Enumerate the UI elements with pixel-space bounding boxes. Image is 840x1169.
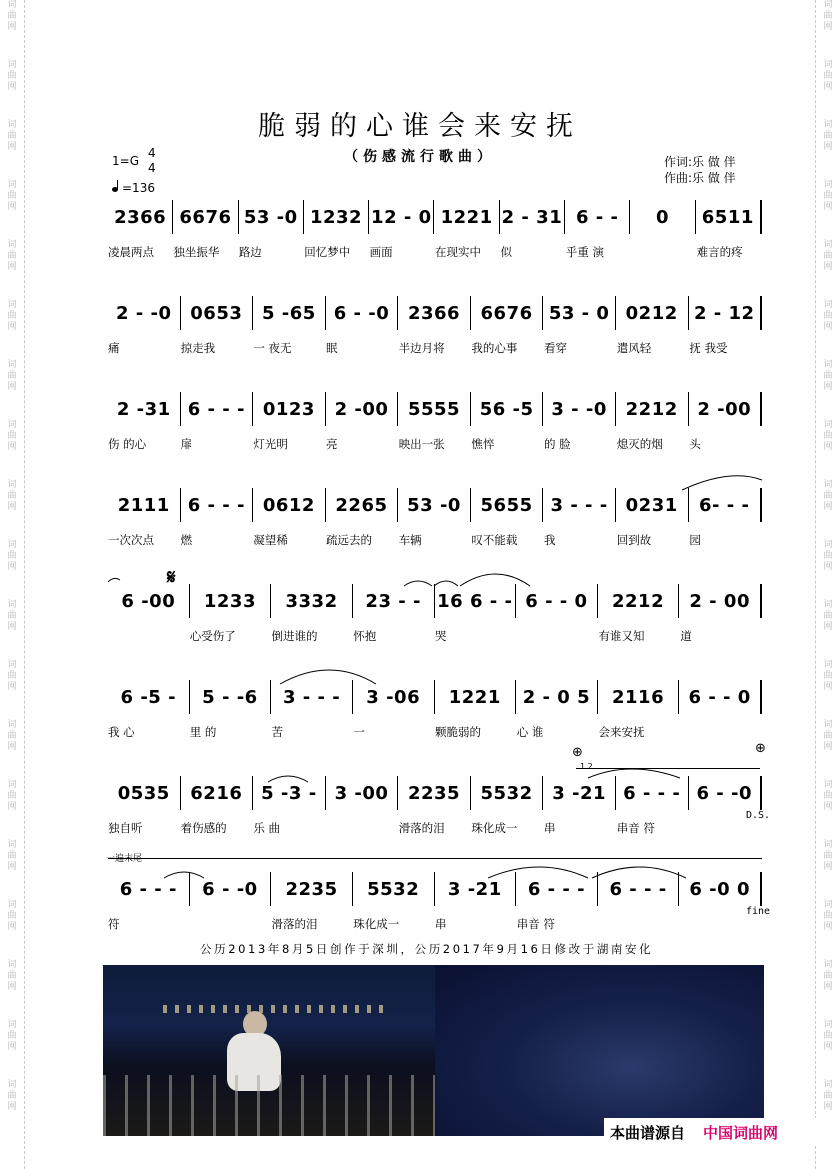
measure: 6 - -0 (333, 302, 390, 324)
lyric-text: 遣风轻 (616, 341, 652, 355)
tempo-value: =136 (122, 181, 155, 195)
measure: 6 -00 (121, 590, 176, 612)
watermark-text: 词 曲 网 (7, 780, 17, 812)
lyric-text (599, 916, 681, 932)
lyric-text: 回忆梦中 (304, 245, 351, 259)
lyric-line (108, 628, 762, 644)
volta-label: 1.2. (580, 762, 596, 771)
barline (760, 776, 762, 810)
time-signature-top: 4 (148, 146, 156, 160)
lyric-text: 亮 (326, 437, 338, 451)
right-margin-watermark (815, 0, 840, 1169)
measure: 1221 (448, 686, 501, 708)
measure: 3 - - - (282, 686, 341, 708)
watermark-text: 词 曲 网 (823, 1080, 833, 1112)
lyric-line (108, 340, 762, 356)
repeat-label: 一遍末尾 (106, 854, 143, 864)
measure: 3 -21 (447, 878, 502, 900)
measure: 5 - -6 (202, 686, 258, 708)
lyric-text: 独坐振华 (173, 245, 220, 259)
barline (760, 680, 762, 714)
measure: 2 - 12 (693, 302, 755, 324)
ds-marking: D.S. (746, 810, 771, 821)
music-system (108, 390, 762, 428)
lyric-text (190, 916, 272, 932)
measure: 2 - 31 (501, 206, 563, 228)
measure: 0212 (625, 302, 678, 324)
lyric-text (689, 820, 762, 836)
lyric-text: 抚 我受 (689, 341, 728, 355)
lyric-line (108, 724, 762, 740)
measure: 6 - - - (609, 878, 667, 900)
watermark-text: 词 曲 网 (7, 480, 17, 512)
lyric-text: 独自听 (108, 821, 143, 835)
lyric-line (108, 820, 762, 836)
measure: 6 - - - (623, 782, 681, 804)
watermark-text: 词 曲 网 (7, 960, 17, 992)
music-system (108, 582, 762, 620)
cover-photo (103, 965, 764, 1136)
time-signature (148, 146, 156, 176)
music-system (108, 486, 762, 524)
measure: 3 -21 (552, 782, 607, 804)
lyric-text: 灯光明 (253, 437, 288, 451)
lyric-text: 一 (353, 725, 365, 739)
measure: 6- - - (699, 494, 750, 516)
song-title: 脆弱的心谁会来安抚 (258, 111, 582, 142)
measure: 2 - -0 (116, 302, 172, 324)
lyric-text (680, 724, 762, 740)
lyric-text: 怀抱 (353, 629, 377, 643)
composer-credit: 作曲:乐 做 伴 (664, 171, 736, 185)
lyric-text (108, 628, 190, 644)
lyric-text: 符 (108, 917, 120, 931)
source-site-link[interactable]: 中国词曲网 (703, 1123, 779, 1142)
lyric-text (680, 916, 762, 932)
watermark-text: 词 曲 网 (7, 300, 17, 332)
lyric-text: 燃 (180, 533, 193, 547)
song-subtitle: （伤感流行歌曲） (344, 149, 496, 165)
measure: 0231 (625, 494, 678, 516)
time-signature-bottom: 4 (148, 161, 156, 175)
measure: 2116 (612, 686, 665, 708)
lyric-text: 扉 (180, 437, 193, 451)
segno-icon: 𝄋 (167, 565, 176, 589)
measure: 6 - - - (187, 494, 245, 516)
watermark-text: 词 曲 网 (7, 1020, 17, 1052)
watermark-text: 词 曲 网 (823, 600, 833, 632)
measure: 23 - - (365, 590, 421, 612)
measure: 6 - - - (119, 878, 177, 900)
watermark-text: 词 曲 网 (7, 600, 17, 632)
watermark-text: 词 曲 网 (7, 360, 17, 392)
lyric-line (108, 436, 762, 452)
lyric-text: 伤 的心 (108, 437, 147, 451)
measure: 2 - 00 (689, 590, 750, 612)
watermark-text: 词 曲 网 (7, 120, 17, 152)
watermark-text: 词 曲 网 (823, 60, 833, 92)
measure: 2 -00 (697, 398, 752, 420)
measure: 56 -5 (479, 398, 534, 420)
measure: 3 - - - (550, 494, 608, 516)
lyric-line (108, 244, 762, 260)
measure: 6 - -0 (696, 782, 753, 804)
lyric-text: 滑落的泪 (271, 917, 318, 931)
music-system (108, 870, 762, 908)
lyric-text: 回到故 (616, 533, 652, 547)
lyric-text: 似 (500, 245, 512, 259)
fine-marking: fine (746, 906, 771, 917)
measure: 6676 (179, 206, 232, 228)
measure: 1233 (203, 590, 256, 612)
measure: 53 -0 (407, 494, 461, 516)
watermark-text: 词 曲 网 (823, 180, 833, 212)
watermark-text: 词 曲 网 (7, 540, 17, 572)
watermark-text: 词 曲 网 (7, 420, 17, 452)
music-system (108, 198, 762, 236)
watermark-text: 词 曲 网 (823, 840, 833, 872)
measure: 6 - - - (527, 878, 586, 900)
watermark-text: 词 曲 网 (823, 540, 833, 572)
watermark-text: 词 曲 网 (823, 120, 833, 152)
lyric-text: 珠化成一 (471, 821, 518, 835)
watermark-text: 词 曲 网 (7, 60, 17, 92)
coda-icon: ⊕ (572, 745, 583, 760)
composition-date: 公历2013年8月5日创作于深圳，公历2017年9月16日修改于湖南安化 (200, 942, 654, 956)
lyric-text: 里 的 (189, 725, 217, 739)
lyric-line (108, 916, 762, 932)
lyric-text: 凝望稀 (253, 533, 288, 547)
watermark-text: 词 曲 网 (823, 300, 833, 332)
measure: 2366 (114, 206, 167, 228)
watermark-text: 词 曲 网 (7, 0, 17, 32)
lyric-text: 颗脆弱的 (435, 725, 481, 739)
lyric-text: 疏远去的 (326, 533, 373, 547)
barline (760, 488, 762, 522)
lyric-text: 哭 (435, 629, 447, 643)
measure: 3 - -0 (551, 398, 607, 420)
watermark-text: 词 曲 网 (7, 840, 17, 872)
measure: 0653 (190, 302, 243, 324)
measure: 0612 (262, 494, 315, 516)
measure: 3332 (285, 590, 338, 612)
measure: 5655 (480, 494, 533, 516)
measure: 5532 (480, 782, 533, 804)
watermark-text: 词 曲 网 (823, 360, 833, 392)
music-system (108, 774, 762, 812)
measure: 5 -3 - (261, 782, 317, 804)
watermark-text: 词 曲 网 (7, 240, 17, 272)
measure: 2 - 0 5 (522, 686, 591, 708)
lyric-text: 道 (680, 629, 692, 643)
lyric-text (631, 244, 696, 260)
barline (760, 392, 762, 426)
railing (103, 1075, 435, 1136)
lyric-text: 我 (544, 533, 556, 547)
music-system (108, 678, 762, 716)
watermark-text: 词 曲 网 (823, 720, 833, 752)
lyric-text: 心受伤了 (189, 629, 236, 643)
lyric-text: 有谁又知 (598, 629, 645, 643)
measure: 12 - 0 (371, 206, 432, 228)
measure: 0535 (117, 782, 170, 804)
measure: 5 -65 (262, 302, 316, 324)
watermark-text: 词 曲 网 (7, 180, 17, 212)
lyric-text: 滑落的泪 (398, 821, 445, 835)
measure: 3 -06 (366, 686, 421, 708)
barline (760, 584, 762, 618)
lyric-text: 熄灭的烟 (616, 437, 663, 451)
lyric-text: 倒进谁的 (271, 629, 318, 643)
barline (760, 296, 762, 330)
measure: 6 - - (575, 206, 619, 228)
lyric-text: 心 谁 (516, 725, 544, 739)
measure: 5532 (367, 878, 420, 900)
measure: 53 - 0 (548, 302, 610, 324)
watermark-text: 词 曲 网 (823, 960, 833, 992)
measure: 6 - - 0 (525, 590, 588, 612)
measure: 6 -5 - (120, 686, 177, 708)
measure: 1221 (440, 206, 493, 228)
measure: 6 - - - (187, 398, 245, 420)
lyric-text: 眠 (326, 341, 338, 355)
watermark-text: 词 曲 网 (823, 900, 833, 932)
lyric-text: 画面 (369, 245, 393, 259)
measure: 0123 (262, 398, 315, 420)
lyricist-credit: 作词:乐 做 伴 (664, 155, 736, 169)
measure: 53 -0 (243, 206, 298, 228)
lyric-text: 半边月将 (398, 341, 445, 355)
lyric-text: 掠走我 (180, 341, 216, 355)
measure: 6676 (480, 302, 533, 324)
watermark-text: 词 曲 网 (823, 1020, 833, 1052)
watermark-text: 词 曲 网 (7, 660, 17, 692)
lyric-text: 在现实中 (435, 245, 482, 259)
lyric-text: 头 (689, 437, 701, 451)
lyric-line (108, 532, 762, 548)
lyric-text: 映出一张 (398, 437, 445, 451)
lyric-text: 路边 (238, 245, 262, 259)
left-margin-watermark (0, 0, 25, 1169)
measure: 6 - -0 (202, 878, 258, 900)
measure: 2212 (612, 590, 665, 612)
watermark-text: 词 曲 网 (823, 660, 833, 692)
lyric-text: 看穿 (544, 341, 568, 355)
source-credit (604, 1118, 816, 1146)
repeat-line (108, 858, 762, 859)
measure: 2235 (285, 878, 338, 900)
measure: 2265 (335, 494, 388, 516)
watermark-text: 词 曲 网 (823, 420, 833, 452)
lyric-text: 一次次点 (108, 533, 154, 547)
measure: 3 -00 (334, 782, 389, 804)
lyric-text: 憔悴 (471, 437, 495, 451)
measure: 1232 (309, 206, 363, 228)
lyric-text: 会来安抚 (598, 725, 645, 739)
lyric-text: 园 (689, 533, 701, 547)
lyric-text: 的 脸 (544, 437, 571, 451)
watermark-text: 词 曲 网 (823, 0, 833, 32)
lyric-text: 串 (544, 821, 556, 835)
tempo-marking (112, 181, 155, 195)
music-system (108, 294, 762, 332)
lyric-text: 车辆 (398, 533, 422, 547)
watermark-text: 词 曲 网 (823, 780, 833, 812)
city-lights (163, 1005, 383, 1013)
watermark-text: 词 曲 网 (7, 900, 17, 932)
measure: 2111 (117, 494, 170, 516)
measure: 2 -31 (116, 398, 171, 420)
watermark-text: 词 曲 网 (7, 720, 17, 752)
lyric-text: 着伤感的 (180, 821, 227, 835)
lyric-text: 乐 曲 (253, 821, 280, 835)
lyric-text: 凌晨两点 (108, 245, 154, 259)
quarter-note-icon (112, 187, 118, 192)
measure: 6216 (190, 782, 243, 804)
key-signature: 1=G (112, 154, 139, 168)
volta-bracket (576, 768, 760, 769)
measure: 6 - - 0 (688, 686, 751, 708)
measure: 2366 (407, 302, 461, 324)
barline (760, 872, 762, 906)
watermark-text: 词 曲 网 (823, 240, 833, 272)
coda-icon-end: ⊕ (755, 741, 766, 756)
lyric-text: 串音 符 (516, 917, 555, 931)
measure: 2 -00 (334, 398, 389, 420)
night-street-photo (103, 965, 435, 1136)
measure: 6 -0 0 (689, 878, 750, 900)
lyric-text (517, 628, 599, 644)
measure: 6511 (701, 206, 754, 228)
measure: 16 6 - - (437, 590, 513, 612)
lyric-text (326, 820, 399, 836)
measure: 2212 (625, 398, 678, 420)
measure: 5555 (407, 398, 461, 420)
lyric-text: 一 夜无 (253, 341, 292, 355)
measure: 2235 (407, 782, 461, 804)
watermark-text: 词 曲 网 (7, 1080, 17, 1112)
lyric-text: 我 心 (108, 725, 135, 739)
barline (760, 200, 762, 234)
lyric-text: 难言的疼 (696, 245, 743, 259)
lyric-text: 乎重 演 (565, 245, 604, 259)
lyric-text: 叹不能载 (471, 533, 518, 547)
lyric-text: 串 (435, 917, 447, 931)
lyric-text: 我的心事 (471, 341, 518, 355)
measure: 0 (656, 206, 670, 228)
lyric-text: 珠化成一 (353, 917, 400, 931)
lyric-text: 串音 符 (616, 821, 655, 835)
watermark-text: 词 曲 网 (823, 480, 833, 512)
night-sky-photo (435, 965, 764, 1136)
lyric-text: 苦 (271, 725, 283, 739)
lyric-text: 痛 (108, 341, 120, 355)
source-prefix: 本曲谱源自 (610, 1123, 686, 1142)
